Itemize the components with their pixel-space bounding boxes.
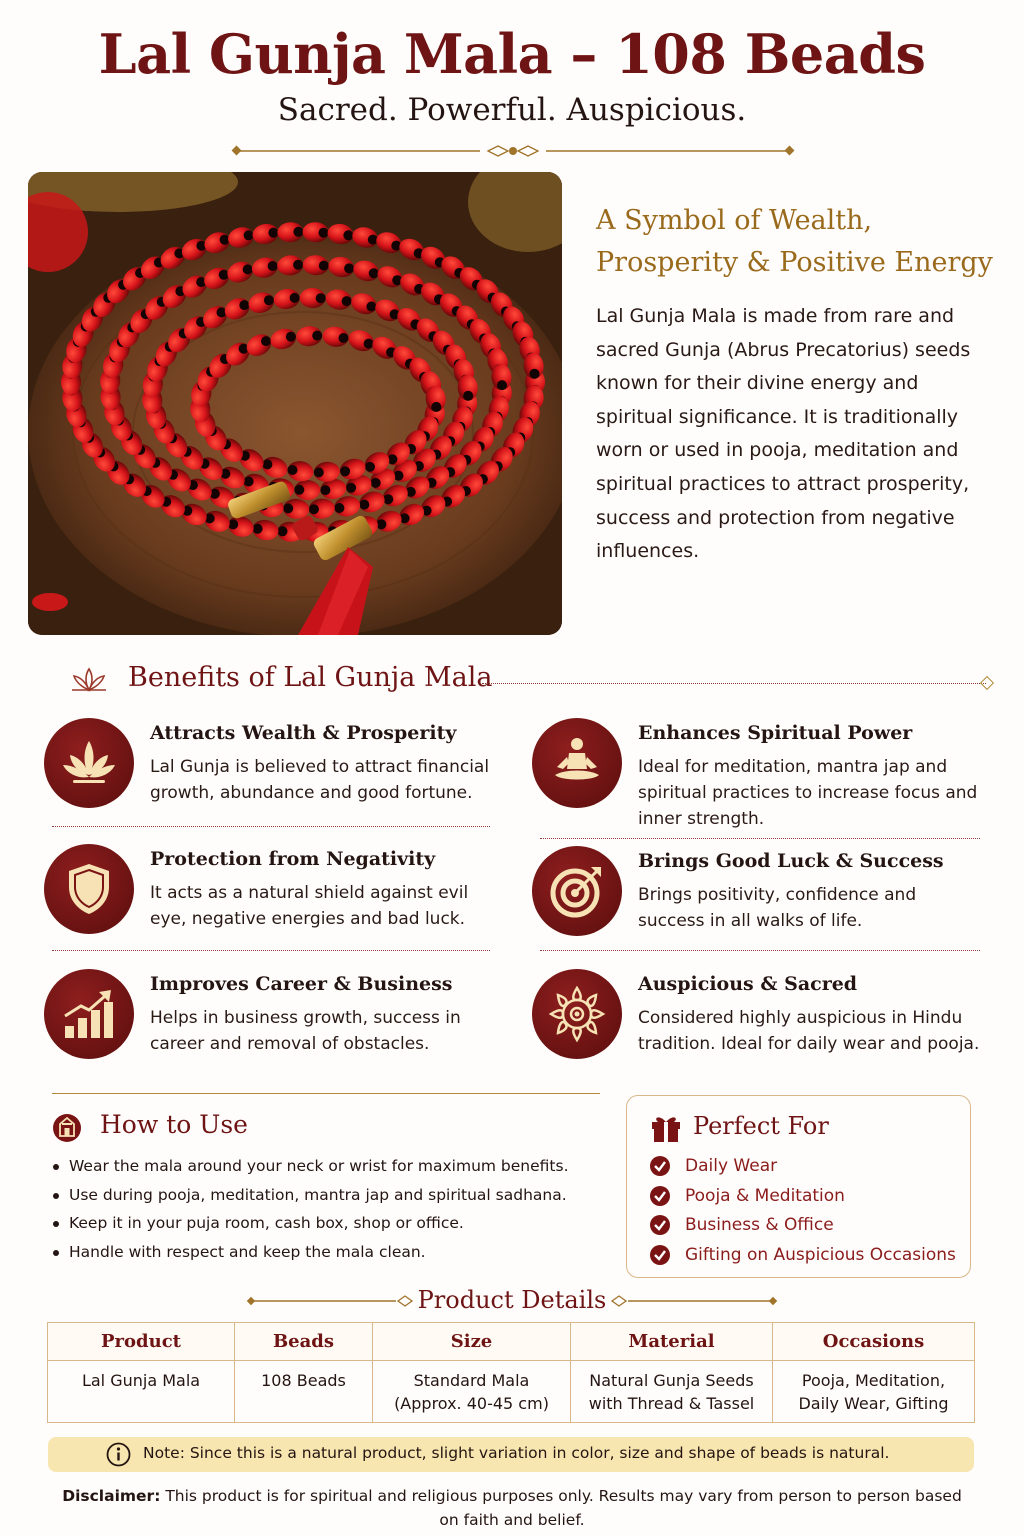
column-header: Size (373, 1323, 571, 1361)
perfect-for-card (626, 1095, 971, 1278)
disclaimer-text: This product is for spiritual and religious purposes only. Results may vary from person to person based on faith and belief. (160, 1487, 962, 1529)
page-title: Lal Gunja Mala – 108 Beads (98, 22, 926, 86)
check-circle-icon (649, 1155, 671, 1177)
disclaimer (60, 1484, 964, 1532)
disclaimer-label: Disclaimer: (62, 1487, 161, 1505)
benefit-title: Protection from Negativity (150, 848, 436, 870)
benefit-description: Lal Gunja is believed to attract financial growth, abundance and good fortune. (150, 757, 490, 803)
product-details-title: Product Details (417, 1286, 607, 1314)
cell-line: (Approx. 40-45 cm) (394, 1393, 549, 1413)
list-item (649, 1153, 956, 1183)
meditation-icon (532, 718, 622, 808)
note-text: Note: Since this is a natural product, slight variation in color, size and shape of beads is natural. (143, 1444, 890, 1462)
mala-product-image (28, 172, 562, 635)
benefit-item (44, 718, 490, 808)
target-icon (532, 846, 622, 936)
list-item: Wear the mala around your neck or wrist for maximum benefits. (50, 1152, 610, 1181)
table-header-row (48, 1323, 975, 1361)
intro-heading (596, 200, 996, 284)
benefit-title: Auspicious & Sacred (638, 973, 858, 995)
column-header: Beads (235, 1323, 373, 1361)
shield-icon (44, 844, 134, 934)
benefit-description: Considered highly auspicious in Hindu tradition. Ideal for daily wear and pooja. (638, 1008, 980, 1054)
list-item-label: Pooja & Meditation (685, 1185, 845, 1206)
table-row (48, 1361, 975, 1423)
benefit-item (532, 969, 980, 1059)
benefit-description: Ideal for meditation, mantra jap and spiritual practices to increase focus and inner strength. (638, 757, 978, 829)
dotted-separator (52, 826, 490, 827)
lotus-icon (44, 718, 134, 808)
dotted-separator (540, 950, 980, 951)
cell-line: Pooja, Meditation, (801, 1370, 946, 1390)
benefit-description: Helps in business growth, success in career and removal of obstacles. (150, 1008, 461, 1054)
growth-chart-icon (44, 969, 134, 1059)
perfect-for-title: Perfect For (693, 1112, 829, 1140)
dotted-separator (52, 950, 490, 951)
benefit-description: Brings positivity, confidence and success in all walks of life. (638, 885, 917, 931)
product-details-heading (246, 1286, 778, 1318)
table-cell (373, 1361, 571, 1423)
note-banner (48, 1437, 974, 1472)
check-circle-icon (649, 1244, 671, 1266)
intro-text: Lal Gunja Mala is made from rare and sacred Gunja (Abrus Precatorius) seeds known for their divine energy and spiritual significance. It is traditionally worn or used in pooja, meditation and spiritual practices to attract prosperity, success and protection from negative influences. (596, 305, 971, 563)
benefit-title: Brings Good Luck & Success (638, 850, 944, 872)
intro-heading-line: A Symbol of Wealth, (596, 205, 873, 236)
column-header: Material (571, 1323, 773, 1361)
ornamental-divider (230, 142, 796, 160)
table-cell (235, 1361, 373, 1423)
benefit-item (532, 718, 978, 829)
section-divider (52, 1093, 600, 1094)
info-icon (106, 1442, 131, 1467)
perfect-for-list (649, 1153, 956, 1271)
dotted-separator (540, 838, 980, 839)
dotted-divider (482, 683, 986, 684)
list-item-label: Daily Wear (685, 1156, 778, 1176)
page-subtitle: Sacred. Powerful. Auspicious. (277, 92, 747, 128)
benefit-title: Enhances Spiritual Power (638, 722, 913, 744)
list-item: Handle with respect and keep the mala clean. (50, 1238, 610, 1267)
how-to-use-list (50, 1152, 610, 1266)
list-item (649, 1212, 956, 1242)
table-cell (571, 1361, 773, 1423)
intro-heading-line: Prosperity & Positive Energy (596, 247, 993, 278)
temple-icon (52, 1113, 82, 1143)
list-item: Use during pooja, meditation, mantra jap and spiritual sadhana. (50, 1181, 610, 1210)
benefit-description: It acts as a natural shield against evil eye, negative energies and bad luck. (150, 883, 469, 929)
table-cell (48, 1361, 235, 1423)
check-circle-icon (649, 1185, 671, 1207)
benefit-title: Improves Career & Business (150, 973, 453, 995)
table-cell (773, 1361, 975, 1423)
benefit-item (44, 844, 484, 934)
ornament-right (608, 1294, 778, 1308)
cell-line: Standard Mala (413, 1370, 530, 1390)
cell-value: Lal Gunja Mala (81, 1371, 201, 1390)
cell-line: Natural Gunja Seeds (589, 1370, 754, 1390)
column-header: Product (48, 1323, 235, 1361)
how-to-use-title: How to Use (100, 1110, 248, 1139)
benefits-section-heading (68, 662, 996, 702)
list-item: Keep it in your puja room, cash box, shop or office. (50, 1209, 610, 1238)
benefit-item (532, 846, 972, 936)
product-details-table (47, 1322, 975, 1423)
column-header: Occasions (773, 1323, 975, 1361)
benefit-title: Attracts Wealth & Prosperity (150, 722, 457, 744)
list-item-label: Business & Office (685, 1215, 834, 1236)
check-circle-icon (649, 1214, 671, 1236)
list-item (649, 1183, 956, 1213)
mandala-icon (532, 969, 622, 1059)
cell-value: 108 Beads (261, 1371, 346, 1390)
benefits-heading: Benefits of Lal Gunja Mala (128, 662, 493, 693)
list-item-label: Gifting on Auspicious Occasions (685, 1244, 956, 1265)
diamond-ornament (980, 676, 994, 690)
gift-icon (649, 1110, 683, 1144)
cell-line: with Thread & Tassel (588, 1393, 755, 1413)
cell-line: Daily Wear, Gifting (798, 1393, 949, 1413)
benefit-item (44, 969, 484, 1059)
lotus-ornament-icon (68, 666, 110, 694)
list-item (649, 1242, 956, 1272)
